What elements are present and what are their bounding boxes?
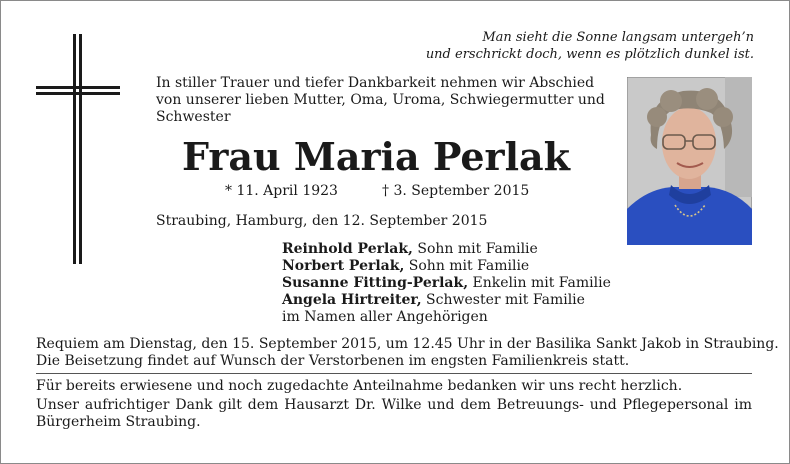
intro-line-3: Schwester <box>156 109 231 125</box>
mourner-relation: Sohn mit Familie <box>412 241 538 257</box>
mourners-closing: im Namen aller Angehörigen <box>282 309 488 325</box>
mourner-relation: Sohn mit Familie <box>404 258 530 274</box>
mourner-entry <box>282 275 611 292</box>
mourner-name: Susanne Fitting-Perlak, <box>282 275 469 291</box>
mourner-entry <box>282 292 611 309</box>
mourner-entry <box>282 258 611 275</box>
requiem-line-2: Die Beisetzung findet auf Wunsch der Verstorbenen im engsten Familienkreis statt. <box>36 353 630 369</box>
motto-line-2: und erschrickt doch, wenn es plötzlich dunkel ist. <box>425 47 754 62</box>
requiem-line-1: Requiem am Dienstag, den 15. September 2015, um 12.45 Uhr in der Basilika Sankt Jakob in Straubing. <box>36 336 779 352</box>
intro-line-2: von unserer lieben Mutter, Oma, Uroma, Schwiegermutter und <box>156 92 605 108</box>
requiem-notice <box>36 336 779 370</box>
intro-text <box>156 75 616 126</box>
birth-date: * 11. April 1923 <box>225 183 338 199</box>
mourner-name: Norbert Perlak, <box>282 258 405 274</box>
thanks-line: Für bereits erwiesene und noch zugedachte Anteilnahme bedanken wir uns recht herzlich. <box>36 378 683 394</box>
mourner-name: Angela Hirtreiter, <box>282 292 422 308</box>
motto-quote <box>334 29 754 63</box>
mourner-entry <box>282 241 611 258</box>
death-date: † 3. September 2015 <box>382 183 530 199</box>
mourner-name: Reinhold Perlak, <box>282 241 413 257</box>
portrait-photo <box>627 77 752 245</box>
cross-icon <box>36 34 120 264</box>
mourner-relation: Schwester mit Familie <box>421 292 585 308</box>
motto-line-1: Man sieht die Sonne langsam untergeh’n <box>482 30 754 45</box>
thanks-paragraph: Unser aufrichtiger Dank gilt dem Hausarzt Dr. Wilke und dem Betreuungs- und Pflegepersonal im Bürgerheim Straubing. <box>36 397 752 430</box>
intro-line-1: In stiller Trauer und tiefer Dankbarkeit nehmen wir Abschied <box>156 75 595 91</box>
place-date: Straubing, Hamburg, den 12. September 2015 <box>156 213 488 229</box>
mourners-list <box>282 241 611 326</box>
mourner-relation: Enkelin mit Familie <box>468 275 611 291</box>
divider <box>36 373 752 374</box>
deceased-name: Frau Maria Perlak <box>182 134 570 179</box>
